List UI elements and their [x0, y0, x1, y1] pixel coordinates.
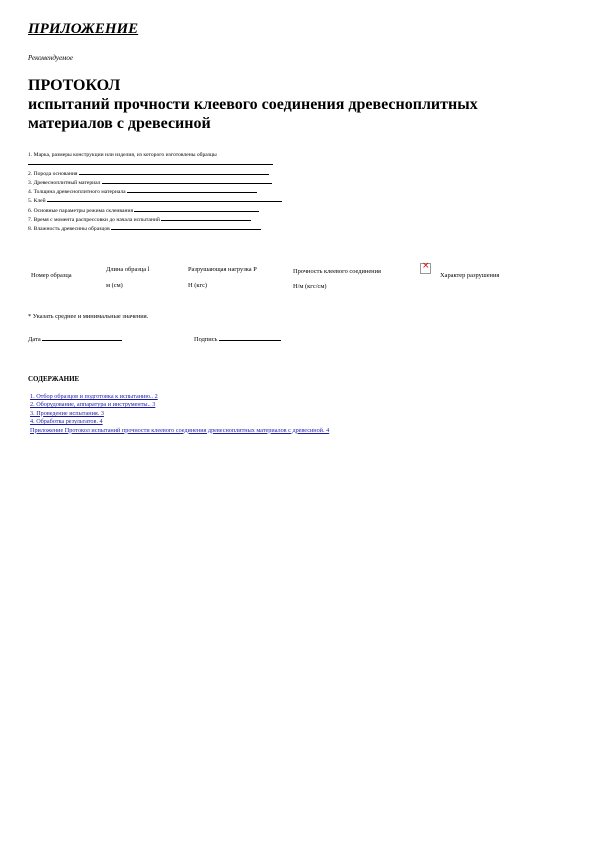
protocol-fields: [28, 151, 282, 234]
field-1-continuation: [28, 159, 282, 168]
col-load-line2: Н (кгс): [188, 282, 208, 289]
toc-link-4[interactable]: 4. Обработка результатов. 4: [30, 418, 103, 426]
title-line-2: испытаний прочности клеевого соединения древесноплитных: [28, 96, 478, 113]
field-5-line: [47, 196, 282, 202]
date-line: [42, 335, 122, 341]
date-label: Дата: [28, 336, 41, 343]
recommended-label: Рекомендуемое: [28, 54, 73, 62]
field-8: [28, 224, 282, 233]
field-3-line: [102, 178, 272, 184]
field-8-line: [111, 224, 261, 230]
field-4: [28, 187, 282, 196]
signature-line: [219, 335, 281, 341]
appendix-heading: ПРИЛОЖЕНИЕ: [28, 21, 139, 37]
field-8-label: 8. Влажность древесины образцов: [28, 226, 110, 233]
field-1: [28, 151, 282, 159]
col-failure-type: Характер разрушения: [440, 272, 500, 279]
title-line-3: материалов с древесиной: [28, 115, 211, 132]
field-7-line: [161, 215, 251, 221]
field-5: [28, 196, 282, 205]
toc-heading: СОДЕРЖАНИЕ: [28, 375, 80, 383]
toc-link-1[interactable]: 1. Отбор образцов и подготовка к испытанию.. 2: [30, 393, 158, 400]
field-1-label: 1. Марка, размеры конструкции или изделия, из которого изготовлены образцы: [28, 152, 217, 158]
broken-image-icon: [420, 263, 431, 274]
col-sample-number: Номер образца: [31, 272, 72, 279]
field-2-label: 2. Порода основания: [28, 170, 78, 177]
field-3-label: 3. Древесноплитный материал: [28, 179, 101, 186]
col-length-line1: Длина образца l: [106, 266, 150, 273]
field-3: [28, 178, 282, 187]
field-6-label: 6. Основные параметры режима склеивания: [28, 207, 134, 214]
field-6: [28, 206, 282, 215]
toc-link-appendix[interactable]: Приложение Протокол испытаний прочности клеевого соединения древесноплитных материалов с древесиной. 4: [30, 426, 330, 434]
field-5-label: 5. Клей: [28, 198, 46, 205]
title-line-1: ПРОТОКОЛ: [28, 77, 121, 94]
page-title: [28, 76, 478, 133]
field-1-continuation-line: [28, 159, 273, 165]
table-of-contents: [30, 393, 329, 435]
col-load-line1: Разрушающая нагрузка P: [188, 266, 257, 273]
field-7: [28, 215, 282, 224]
col-strength-line1: Прочность клеевого соединения: [293, 268, 381, 275]
field-4-line: [127, 187, 257, 193]
date-field: [28, 335, 122, 343]
col-strength-line2: Н/м (кгс/см): [293, 283, 327, 290]
toc-link-3[interactable]: 3. Проведение испытания. 3: [30, 409, 104, 417]
footnote: * Указать среднее и минимальные значения.: [28, 313, 149, 320]
field-2-line: [79, 169, 269, 175]
field-7-label: 7. Время с момента распрессовки до начала испытаний: [28, 217, 160, 224]
signature-label: Подпись: [194, 336, 218, 343]
field-2: [28, 169, 282, 178]
field-4-label: 4. Толщина древесноплитного материала: [28, 189, 126, 196]
col-length-line2: м (см): [106, 282, 123, 289]
toc-link-2[interactable]: 2. Оборудование, аппаратура и инструменты.. 3: [30, 401, 156, 409]
field-6-line: [134, 206, 259, 212]
signature-field: [194, 335, 281, 343]
